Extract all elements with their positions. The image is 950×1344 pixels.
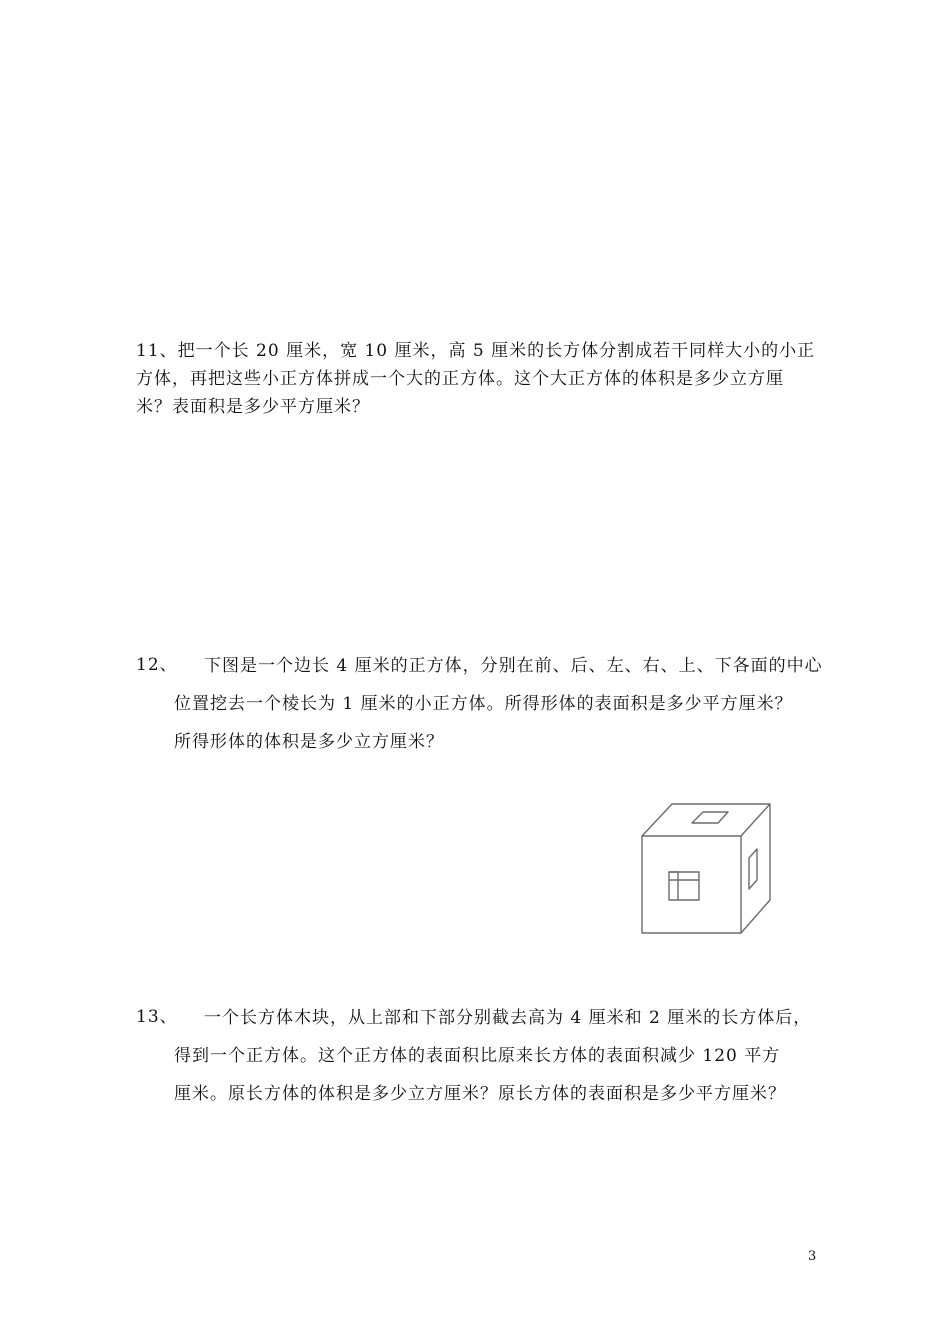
problem-12-number: 12、 [136, 655, 178, 675]
page-number: 3 [808, 1249, 817, 1264]
problem-13-line-1: 一个长方体木块，从上部和下部分别截去高为 4 厘米和 2 厘米的长方体后， [204, 1008, 812, 1028]
problem-11-number: 11、 [136, 341, 178, 361]
problem-13-line-3: 厘米。原长方体的体积是多少立方厘米？原长方体的表面积是多少平方厘米？ [174, 1084, 786, 1104]
problem-12-line-3: 所得形体的体积是多少立方厘米？ [174, 732, 444, 752]
problem-11-line-1: 11、把一个长 20 厘米，宽 10 厘米，高 5 厘米的长方体分割成若干同样大小的小正 [136, 341, 816, 361]
problem-13 [174, 1003, 834, 1113]
problem-13-line-2: 得到一个正方体。这个正方体的表面积比原来长方体的表面积减少 120 平方 [174, 1046, 781, 1066]
problem-12-line-1: 下图是一个边长 4 厘米的正方体，分别在前、后、左、右、上、下各面的中心 [204, 656, 823, 676]
cube-figure-svg [636, 800, 776, 940]
problem-12 [174, 651, 834, 761]
problem-13-number: 13、 [136, 1007, 178, 1027]
cube-with-holes-icon [636, 800, 776, 940]
problem-11-line-3: 米？表面积是多少平方厘米？ [136, 397, 370, 417]
problem-12-line-2: 位置挖去一个棱长为 1 厘米的小正方体。所得形体的表面积是多少平方厘米？ [174, 694, 793, 714]
problem-11-line-2: 方体，再把这些小正方体拼成一个大的正方体。这个大正方体的体积是多少立方厘 [136, 369, 784, 389]
problem-11 [136, 337, 836, 421]
